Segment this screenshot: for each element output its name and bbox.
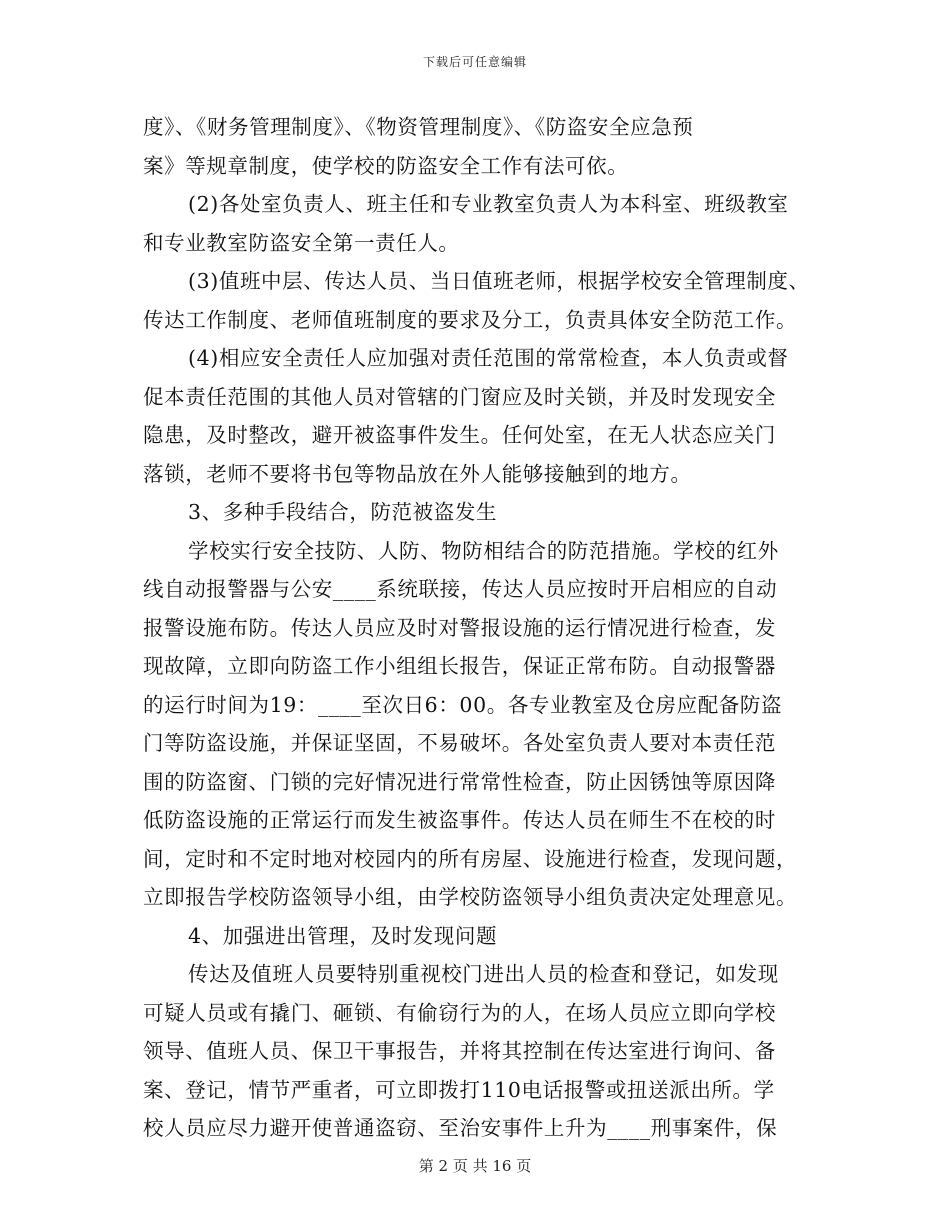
text-line: 的运行时间为19：____至次日6：00。各专业教室及仓房应配备防盗 (143, 692, 783, 717)
text-line: 和专业教室防盗安全第一责任人。 (143, 230, 460, 255)
text-line: 落锁，老师不要将书包等物品放在外人能够接触到的地方。 (143, 461, 692, 486)
text-line: (3)值班中层、传达人员、当日值班老师，根据学校安全管理制度、 (188, 269, 810, 293)
text-line: 现故障，立即向防盗工作小组组长报告，保证正常布防。自动报警器 (143, 654, 776, 678)
text-line: 案》等规章制度，使学校的防盗安全工作有法可依。 (143, 153, 629, 178)
text-line: 隐患，及时整改，避开被盗事件发生。任何处室，在无人状态应关门 (143, 423, 776, 447)
text-line: (2)各处室负责人、班主任和专业教室负责人为本科室、班级教室 (188, 192, 789, 216)
text-line: 门等防盗设施，并保证坚固，不易破坏。各处室负责人要对本责任范 (143, 731, 776, 755)
page-header: 下载后可任意编辑 (422, 55, 527, 69)
text-line: 传达工作制度、老师值班制度的要求及分工，负责具体安全防范工作。 (143, 307, 798, 332)
text-line: 立即报告学校防盗领导小组，由学校防盗领导小组负责决定处理意见。 (143, 885, 798, 909)
page-number: 第 2 页 共 16 页 (418, 1157, 532, 1175)
section-heading: 3、多种手段结合，防范被盗发生 (188, 500, 498, 524)
text-line: 间，定时和不定时地对校园内的所有房屋、设施进行检查，发现问题， (143, 846, 798, 871)
text-line: 校人员应尽力避开使普通盗窃、至治安事件上升为____刑事案件，保 (143, 1116, 778, 1140)
text-line: 低防盗设施的正常运行而发生被盗事件。传达人员在师生不在校的时 (143, 808, 776, 832)
text-line: 度》、《财务管理制度》、《物资管理制度》、《防盗安全应急预 (143, 115, 694, 139)
text-line: 可疑人员或有撬门、砸锁、有偷窃行为的人，在场人员应立即向学校 (143, 1000, 776, 1025)
text-line: 案、登记，情节严重者，可立即拨打110电话报警或扭送派出所。学 (143, 1077, 775, 1102)
text-line: 线自动报警器与公安____系统联接，传达人员应按时开启相应的自动 (143, 577, 778, 601)
text-line: 围的防盗窗、门锁的完好情况进行常常性检查，防止因锈蚀等原因降 (143, 769, 776, 794)
text-line: 促本责任范围的其他人员对管辖的门窗应及时关锁，并及时发现安全 (143, 384, 776, 409)
text-line: (4)相应安全责任人应加强对责任范围的常常检查，本人负责或督 (188, 346, 789, 370)
section-heading: 4、加强进出管理，及时发现问题 (188, 923, 498, 948)
text-line: 学校实行安全技防、人防、物防相结合的防范措施。学校的红外 (188, 538, 779, 563)
document-body (143, 108, 810, 1148)
text-line: 报警设施布防。传达人员应及时对警报设施的运行情况进行检查，发 (143, 615, 776, 640)
text-line: 传达及值班人员要特别重视校门进出人员的检查和登记，如发现 (188, 962, 779, 986)
text-line: 领导、值班人员、保卫干事报告，并将其控制在传达室进行询问、备 (143, 1039, 776, 1063)
